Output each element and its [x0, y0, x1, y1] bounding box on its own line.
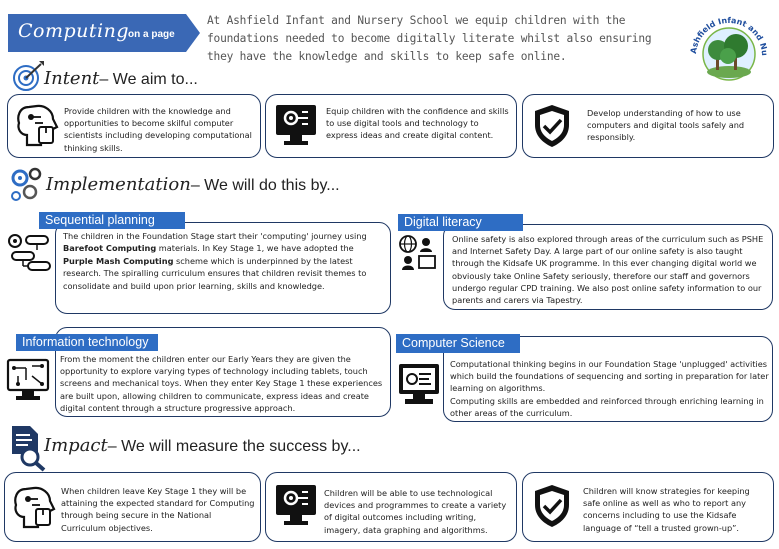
intent-heading: [44, 68, 198, 89]
computer-science-text-2: Computing skills are embedded and reinforced through enriching learning in other areas of the curriculum.: [450, 395, 764, 418]
implementation-heading-rest: – We will do this by...: [190, 177, 340, 194]
impact-card-text: Children will know strategies for keeping safe online as well as who to report any concerns including to use the Kidsafe language of “tell a trusted grown-up”.: [583, 486, 750, 533]
sequential-planning-tag: Sequential planning: [39, 212, 185, 229]
monitor-gear-icon: [274, 103, 318, 154]
impact-card-standard: [4, 472, 261, 542]
implementation-heading: [46, 174, 340, 195]
intent-card-text: Equip children with the confidence and skills to use digital tools and technology to express ideas and create digital content.: [326, 106, 509, 141]
impact-card-devices: [265, 472, 517, 542]
brain-chip-icon: [12, 485, 56, 536]
digital-literacy-card: [443, 224, 773, 310]
impact-card-text: Children will be able to use technological devices and programmes to create a variety of digital outcomes including writing, imagery, data graphing and algorithms.: [324, 488, 507, 535]
intent-card-confidence: [265, 94, 517, 158]
computer-science-text: [450, 358, 770, 419]
intent-heading-rest: – We aim to...: [99, 71, 198, 88]
banner-subtitle: on a page: [128, 29, 175, 40]
intent-card-text: Develop understanding of how to use computers and digital tools safely and responsibly.: [587, 108, 745, 143]
impact-card-online-safety: [522, 472, 774, 542]
information-technology-text: From the moment the children enter our Early Years they are given the opportunity to explore varying types of technology including tablets, touch screens and mechanical toys. When they enter Key Stage 1 these experiences are built upon, allowing children to communicate, express ideas and create digital content through a structure progressive approach.: [60, 354, 383, 413]
sequential-planning-card: [55, 222, 391, 314]
school-logo: [686, 8, 772, 94]
intent-card-knowledge: [7, 94, 261, 158]
computer-code-icon: [397, 362, 441, 411]
implementation-heading-script: Implementation: [46, 174, 191, 195]
brain-chip-icon: [15, 103, 59, 154]
impact-heading-rest: – We will measure the success by...: [107, 438, 361, 455]
gears-icon: [8, 164, 46, 209]
school-logo-text: Ashfield Infant and Nu: [689, 15, 770, 57]
impact-heading: [44, 435, 361, 456]
intent-heading-script: Intent: [44, 68, 100, 89]
intent-card-safety: [522, 94, 774, 158]
digital-literacy-tag: Digital literacy: [398, 214, 523, 231]
impact-card-text: When children leave Key Stage 1 they will be attaining the expected standard for Computing through being secure in the National Curriculum objectives.: [61, 486, 255, 533]
circuit-monitor-icon: [6, 358, 50, 407]
intent-card-text: Provide children with the knowledge and opportunities to become skilful computer scientists including developing computational thinking skills.: [64, 106, 252, 153]
shield-check-icon: [531, 483, 573, 534]
page-banner: [8, 14, 200, 52]
shield-check-icon: [531, 103, 573, 154]
sequential-planning-text: The children in the Foundation Stage start their 'computing' journey using Barefoot Computing materials. In Key Stage 1, we have adopted the Purple Mash Computing scheme which is underpinned by the latest research. The spiralling curriculum ensures that children revisit themes to consolidate and build upon prior learning, skills and knowledge.: [63, 231, 367, 291]
monitor-gear-icon: [274, 483, 318, 534]
information-technology-tag: Information technology: [16, 334, 158, 351]
intro-text: At Ashfield Infant and Nursery School we equip children with the foundations needed to become digitally literate whilst also ensuring they have the knowledge and skills to keep safe online.: [207, 14, 652, 63]
computer-science-tag: Computer Science: [396, 334, 520, 353]
report-magnifier-icon: [8, 424, 48, 477]
flowchart-icon: [6, 232, 54, 277]
computer-science-text-1: Computational thinking begins in our Foundation Stage 'unplugged' activities which build the foundations of sequencing and sorting in preparation for later learning on algorithms.: [450, 359, 769, 394]
digital-literacy-text: Online safety is also explored through areas of the curriculum such as PSHE and Internet Safety Day. A large part of our online safety is also taught through the Kidsafe UK programme. In this ever changing digital world we obviously take Online Safety seriously, therefore our staff and governors undergo regular CPD training. We also post online safety information to our parents and carers via Tapestry.: [452, 234, 764, 306]
target-icon: [10, 60, 46, 97]
banner-title: Computing: [18, 20, 130, 42]
digital-people-icon: [398, 234, 438, 277]
impact-heading-script: Impact: [44, 435, 108, 456]
